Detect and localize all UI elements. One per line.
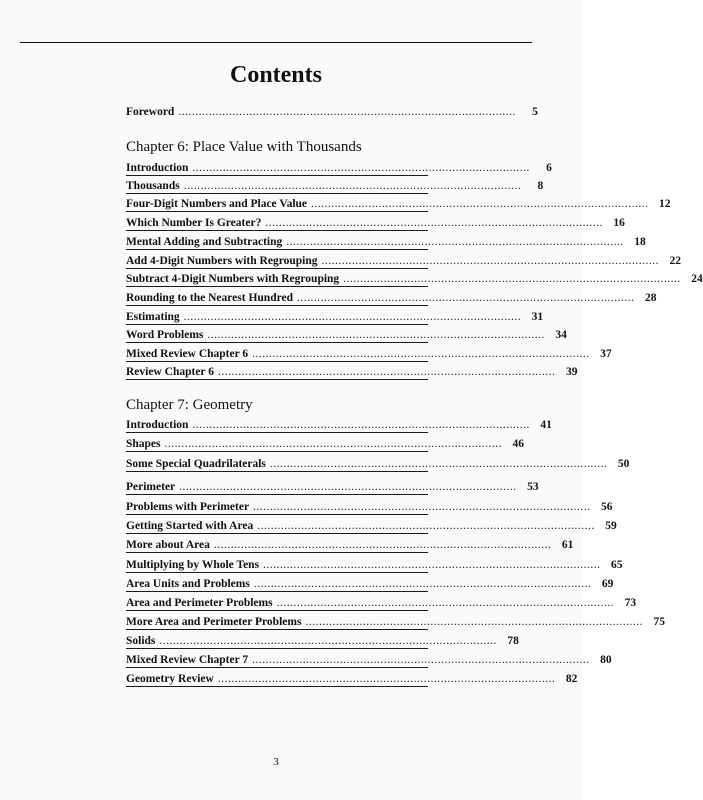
toc-entry-foreword	[126, 103, 538, 119]
leader-dots: ....................................................................................................	[164, 438, 503, 450]
toc-entry	[126, 498, 613, 515]
toc-entry-page: 18	[634, 236, 646, 248]
toc-entry-label: Multiplying by Whole Tens	[126, 559, 260, 571]
leader-dots: ....................................................................................................	[207, 329, 545, 341]
toc-entry	[126, 594, 637, 611]
toc-entry-page: 53	[527, 481, 539, 493]
toc-entry-page: 8	[537, 180, 544, 192]
leader-dots: ....................................................................................................	[297, 292, 635, 304]
toc-entry	[126, 214, 625, 231]
toc-entry-label: Mental Adding and Subtracting	[126, 236, 283, 248]
toc-entry-label: Rounding to the Nearest Hundred	[126, 292, 293, 304]
leader-dots: ....................................................................................................	[252, 654, 590, 666]
toc-entry	[126, 632, 519, 649]
toc-entry-page: 34	[555, 329, 567, 341]
toc-entry	[126, 252, 681, 269]
toc-entry-label: Which Number Is Greater?	[126, 217, 262, 229]
leader-dots: ....................................................................................................	[192, 162, 530, 174]
page-title: Contents	[229, 62, 322, 88]
toc-entry-page: 78	[507, 635, 519, 647]
toc-entry	[126, 575, 614, 592]
leader-dots: ....................................................................................................	[252, 348, 590, 360]
toc-entry-page: 5	[532, 106, 538, 118]
leader-dots: ....................................................................................................	[286, 236, 624, 248]
toc-entry-page: 65	[611, 559, 623, 571]
toc-entry	[126, 159, 552, 176]
toc-entry-page: 41	[540, 419, 552, 431]
leader-dots: ....................................................................................................	[217, 673, 556, 685]
toc-entry	[126, 308, 544, 325]
leader-dots: ....................................................................................................	[265, 217, 603, 229]
leader-dots: ....................................................................................................	[213, 539, 552, 551]
toc-entry	[126, 177, 544, 194]
leader-dots: ....................................................................................................	[192, 419, 530, 431]
toc-entry	[126, 536, 574, 553]
toc-entry-label: Problems with Perimeter	[126, 501, 250, 513]
toc-entry-label: Add 4-Digit Numbers with Regrouping	[126, 255, 318, 267]
toc-entry	[126, 289, 657, 306]
toc-entry-label: Mixed Review Chapter 6	[126, 348, 249, 360]
leader-dots: ....................................................................................................	[269, 458, 608, 470]
toc-entry-page: 46	[512, 438, 525, 450]
leader-dots: ....................................................................................................	[311, 198, 649, 210]
toc-entry	[126, 556, 623, 573]
toc-entry-page: 82	[565, 673, 578, 685]
leader-dots: ....................................................................................................	[276, 597, 615, 609]
toc-entry-page: 59	[605, 520, 617, 532]
leader-dots: ....................................................................................................	[183, 311, 522, 323]
toc-entry	[126, 670, 578, 687]
toc-entry-label: Foreword	[126, 106, 175, 118]
toc-entry-label: Word Problems	[126, 329, 204, 341]
toc-entry-label: Thousands	[126, 180, 180, 192]
leader-dots: ....................................................................................................	[159, 635, 497, 647]
toc-entry-page: 39	[565, 366, 578, 378]
toc-entry	[126, 345, 612, 362]
leader-dots: ....................................................................................................	[305, 616, 643, 628]
toc-entry-label: Area and Perimeter Problems	[126, 597, 273, 609]
chapter-7-heading: Chapter 7: Geometry	[126, 397, 253, 413]
toc-entry-page: 50	[617, 458, 630, 470]
toc-entry	[126, 195, 671, 212]
leader-dots: ....................................................................................................	[343, 273, 681, 285]
toc-entry-page: 37	[600, 348, 612, 360]
toc-entry-page: 6	[546, 162, 552, 174]
leader-dots: ....................................................................................................	[217, 366, 556, 378]
toc-entry-label: Review Chapter 6	[126, 366, 214, 378]
toc-entry	[126, 326, 567, 343]
leader-dots: ....................................................................................................	[321, 255, 659, 267]
toc-entry	[126, 363, 578, 380]
toc-entry-label: Geometry Review	[126, 673, 214, 685]
toc-entry-page: 16	[613, 217, 625, 229]
toc-entry-label: More Area and Perimeter Problems	[126, 616, 302, 628]
toc-entry-label: Perimeter	[126, 481, 176, 493]
toc-entry-page: 56	[601, 501, 613, 513]
toc-entry	[126, 613, 665, 630]
toc-entry-page: 80	[600, 654, 612, 666]
toc-entry-page: 12	[659, 198, 671, 210]
chapter-6-heading: Chapter 6: Place Value with Thousands	[126, 139, 362, 155]
toc-entry-label: Introduction	[126, 162, 189, 174]
toc-entry	[126, 416, 552, 433]
toc-entry-label: Subtract 4-Digit Numbers with Regrouping	[126, 273, 340, 285]
toc-entry-label: More about Area	[126, 539, 210, 551]
page-number: 3	[273, 756, 279, 768]
toc-entry	[126, 478, 539, 495]
leader-dots: ....................................................................................................	[253, 578, 592, 590]
toc-entry-label: Mixed Review Chapter 7	[126, 654, 249, 666]
toc-entry-label: Getting Started with Area	[126, 520, 254, 532]
toc-entry-label: Area Units and Problems	[126, 578, 250, 590]
leader-dots: ....................................................................................................	[183, 180, 522, 192]
toc-entry-label: Four-Digit Numbers and Place Value	[126, 198, 308, 210]
toc-entry-page: 73	[624, 597, 637, 609]
toc-entry-page: 75	[653, 616, 665, 628]
leader-dots: ....................................................................................................	[178, 106, 516, 118]
toc-entry-label: Some Special Quadrilaterals	[126, 458, 266, 470]
toc-entry-label: Estimating	[126, 311, 180, 323]
top-rule	[20, 42, 532, 43]
toc-entry-label: Shapes	[126, 438, 161, 450]
toc-entry-page: 69	[601, 578, 614, 590]
toc-entry	[126, 233, 646, 250]
toc-entry	[126, 435, 525, 452]
toc-entry	[126, 455, 630, 472]
toc-entry	[126, 517, 617, 534]
leader-dots: ....................................................................................................	[257, 520, 595, 532]
toc-entry-page: 22	[669, 255, 681, 267]
toc-entry	[126, 270, 703, 287]
toc-entry-label: Introduction	[126, 419, 189, 431]
toc-entry	[126, 651, 612, 668]
toc-entry-page: 31	[531, 311, 544, 323]
toc-entry-page: 61	[561, 539, 574, 551]
toc-entry-page: 28	[645, 292, 657, 304]
leader-dots: ....................................................................................................	[253, 501, 591, 513]
toc-entry-page: 24	[691, 273, 703, 285]
leader-dots: ....................................................................................................	[179, 481, 517, 493]
leader-dots: ....................................................................................................	[263, 559, 601, 571]
toc-entry-label: Solids	[126, 635, 156, 647]
